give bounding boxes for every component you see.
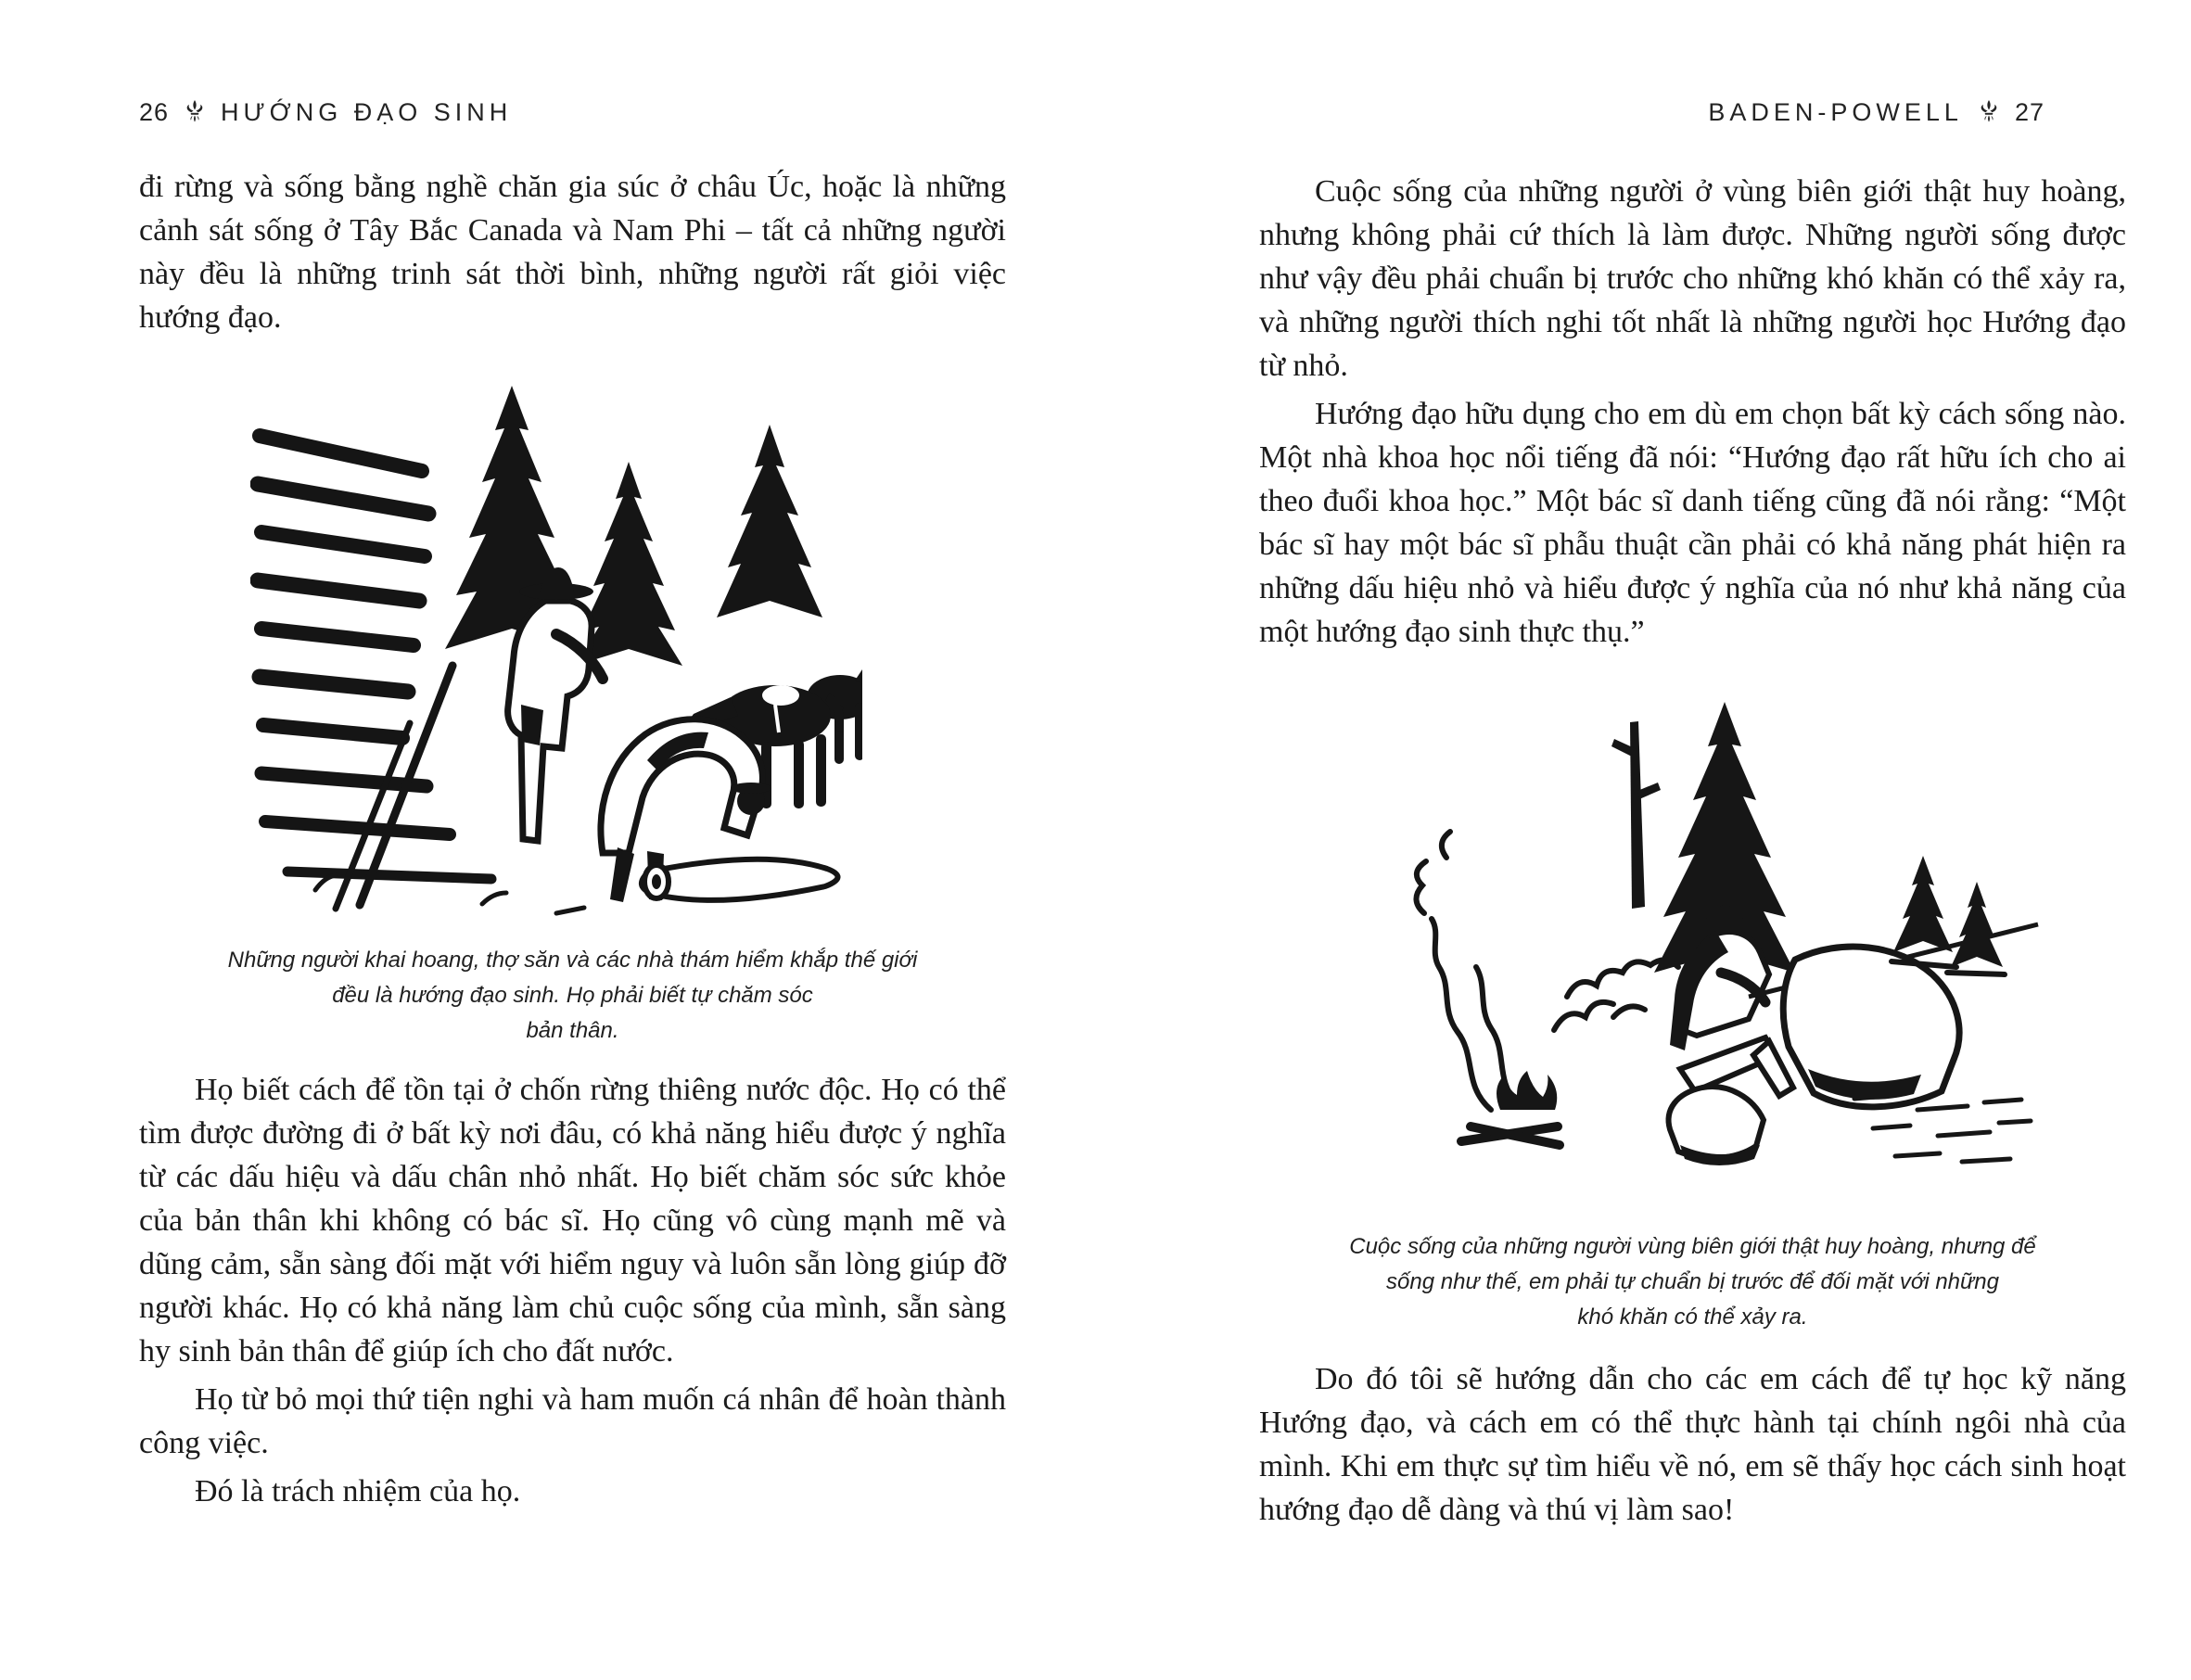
paragraph: Họ từ bỏ mọi thứ tiện nghi và ham muốn cá nhân để hoàn thành công việc. <box>139 1382 1006 1460</box>
left-illustration-caption <box>139 943 1006 1049</box>
right-illustration <box>1335 691 2049 1173</box>
paragraph: đi rừng và sống bằng nghề chăn gia súc ở châu Úc, hoặc là những cảnh sát sống ở Tây Bắc Canada và Nam Phi – tất cả những người này đều là những trinh sát thời bình, những người rất giỏi việc hướng đạo. <box>139 170 1006 335</box>
left-paragraph-block-top <box>139 165 1006 339</box>
left-page <box>139 0 1006 1680</box>
paragraph: Hướng đạo hữu dụng cho em dù em chọn bất kỳ cách sống nào. Một nhà khoa học nổi tiếng đã nói: “Hướng đạo rất hữu ích cho ai theo đuổi khoa học.” Một bác sĩ danh tiếng cũng đã nói rằng: “Một bác sĩ hay một bác sĩ phẫu thuật cần phải có khả năng phát hiện ra những dấu hiệu nhỏ và hiểu được ý nghĩa của nó như khả năng của một hướng đạo sinh thực thụ.” <box>1259 397 2126 649</box>
right-paragraph-block-top <box>1259 170 2126 654</box>
smoke <box>1416 832 1517 1110</box>
paragraph: Đó là trách nhiệm của họ. <box>195 1474 521 1508</box>
left-illustration <box>250 371 862 927</box>
caption-line: sống như thế, em phải tự chuẩn bị trước để đối mặt với những <box>1386 1269 1999 1294</box>
running-header-left <box>139 98 512 127</box>
page-number-right: 27 <box>2014 98 2045 126</box>
pioneers-log-cabin-illustration <box>250 371 862 927</box>
paragraph: Họ biết cách để tồn tại ở chốn rừng thiêng nước độc. Họ có thể tìm được đường đi ở bất kỳ nơi đâu, có khả năng hiểu được ý nghĩa từ các dấu hiệu và dấu chân nhỏ nhất. Họ biết chăm sóc sức khỏe của bản thân khi không có bác sĩ. Họ cũng vô cùng mạnh mẽ và dũng cảm, sẵn sàng đối mặt với hiểm nguy và luôn sẵn lòng giúp đỡ người khác. Họ có khả năng làm chủ cuộc sống của mình, sẵn sàng hy sinh bản thân để giúp ích cho đất nước. <box>139 1073 1006 1368</box>
fleur-de-lis-icon <box>184 100 206 126</box>
caption-line: khó khăn có thể xảy ra. <box>1577 1305 1808 1330</box>
caption-line: Cuộc sống của những người vùng biên giới thật huy hoàng, nhưng để <box>1349 1234 2036 1259</box>
fleur-de-lis-icon <box>1978 100 2000 126</box>
caption-line: Những người khai hoang, thợ săn và các nhà thám hiểm khắp thế giới <box>227 948 918 973</box>
paragraph: Cuộc sống của những người ở vùng biên giới thật huy hoàng, nhưng không phải cứ thích là làm được. Những người sống được như vậy đều phải chuẩn bị trước cho những khó khăn có thể xảy ra, và những người thích nghi tốt nhất là những người học Hướng đạo từ nhỏ. <box>1259 174 2126 383</box>
campfire-frontiersman-illustration <box>1335 691 2049 1173</box>
running-header-right <box>1708 98 2045 127</box>
left-paragraph-block-bottom <box>139 1068 1006 1513</box>
running-header-title: HƯỚNG ĐẠO SINH <box>221 98 513 126</box>
running-header-title: BADEN-POWELL <box>1708 98 1963 126</box>
paragraph: Do đó tôi sẽ hướng dẫn cho các em cách để tự học kỹ năng Hướng đạo, và cách em có thể thực hành tại chính ngôi nhà của mình. Khi em thực sự tìm hiểu về nó, em sẽ thấy học cách sinh hoạt hướng đạo dễ dàng và thú vị làm sao! <box>1259 1362 2126 1527</box>
right-paragraph-block-bottom <box>1259 1357 2126 1532</box>
right-page <box>1259 0 2126 1680</box>
page-number-left: 26 <box>139 98 170 126</box>
caption-line: đều là hướng đạo sinh. Họ phải biết tự chăm sóc <box>332 983 813 1008</box>
caption-line: bản thân. <box>526 1018 619 1043</box>
right-illustration-caption <box>1259 1229 2126 1335</box>
